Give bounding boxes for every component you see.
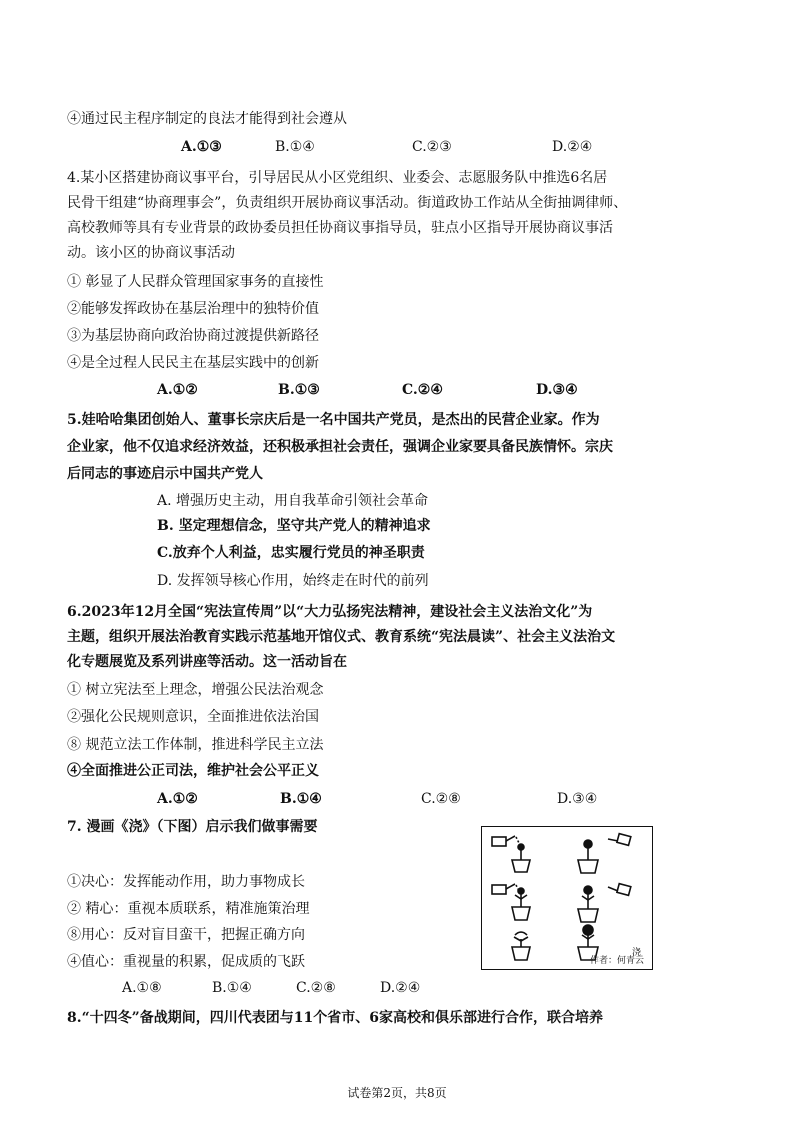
q4-item-1: ① 彰显了人民群众管理国家事务的直接性 xyxy=(67,274,324,290)
q6-option-c: C.②⑧ xyxy=(421,791,461,807)
q4-option-c: C.②④ xyxy=(402,382,443,398)
q3-option-b: B.①④ xyxy=(275,139,315,155)
cartoon-illustration xyxy=(482,827,652,969)
q7-option-d: D.②④ xyxy=(380,980,421,996)
q6-option-a: A.①② xyxy=(157,791,198,807)
watering-can-icon xyxy=(617,834,631,846)
q5-option-b: B. 坚定理想信念，坚守共产党人的精神追求 xyxy=(157,518,431,534)
q6-option-d: D.③④ xyxy=(557,791,598,807)
q6-stem-line: 化专题展览及系列讲座等活动。这一活动旨在 xyxy=(67,654,347,670)
q7-item-2: ② 精心：重视本质联系，精准施策治理 xyxy=(67,901,310,917)
q4-stem-line: 4.某小区搭建协商议事平台，引导居民从小区党组织、业委会、志愿服务队中推选6名居 xyxy=(67,170,608,186)
q7-option-a: A.①⑧ xyxy=(122,980,162,996)
q4-item-2: ②能够发挥政协在基层治理中的独特价值 xyxy=(67,301,319,317)
flower-pot-icon xyxy=(512,907,530,920)
q5-stem-line: 企业家，他不仅追求经济效益，还积极承担社会责任，强调企业家要具备民族情怀。宗庆 xyxy=(67,439,613,455)
q6-item-1: ① 树立宪法至上理念，增强公民法治观念 xyxy=(67,682,324,698)
q4-stem-line: 民骨干组建“协商理事会”，负责组织开展协商议事活动。街道政协工作站从全街抽调律师、 xyxy=(67,195,628,211)
flower-pot-icon xyxy=(578,909,598,922)
q5-option-c: C.放弃个人利益，忠实履行党员的神圣职责 xyxy=(157,545,425,561)
q5-stem-line: 后同志的事迹启示中国共产党人 xyxy=(67,466,263,482)
cartoon-signature: 作者：何青云 xyxy=(589,956,644,966)
q4-item-3: ③为基层协商向政治协商过渡提供新路径 xyxy=(67,328,319,344)
q6-stem-line: 6.2023年12月全国“宪法宣传周”以“大力弘扬宪法精神，建设社会主义法治文化”为 xyxy=(67,604,593,620)
q4-stem-line: 高校教师等具有专业背景的政协委员担任协商议事指导员，驻点小区指导开展协商议事活 xyxy=(67,220,613,236)
q3-option-d: D.②④ xyxy=(552,139,593,155)
flower-pot-icon xyxy=(578,860,598,873)
watering-can-icon xyxy=(492,837,506,846)
q7-option-b: B.①④ xyxy=(212,980,252,996)
q7-stem: 7. 漫画《浇》（下图）启示我们做事需要 xyxy=(67,819,318,835)
q7-item-4: ④值心：重视量的积累，促成质的飞跃 xyxy=(67,954,305,970)
q7-item-1: ①决心：发挥能动作用，助力事物成长 xyxy=(67,874,305,890)
q6-stem-line: 主题，组织开展法治教育实践示范基地开馆仪式、教育系统“宪法晨读”、社会主义法治文 xyxy=(67,629,616,645)
q5-option-d: D. 发挥领导核心作用，始终走在时代的前列 xyxy=(157,573,429,589)
watering-can-icon xyxy=(492,885,506,894)
q6-item-4: ④全面推进公正司法，维护社会公平正义 xyxy=(67,763,319,779)
q4-item-4: ④是全过程人民民主在基层实践中的创新 xyxy=(67,355,319,371)
q3-option-c: C.②③ xyxy=(412,139,452,155)
q6-item-3: ⑧ 规范立法工作体制，推进科学民主立法 xyxy=(67,737,324,753)
flower-pot-icon xyxy=(512,947,530,960)
q7-option-c: C.②⑧ xyxy=(296,980,336,996)
q4-option-d: D.③④ xyxy=(536,382,578,398)
q3-option-a: A.①③ xyxy=(181,139,222,155)
q7-item-3: ⑧用心：反对盲目蛮干，把握正确方向 xyxy=(67,927,305,943)
q6-option-b: B.①④ xyxy=(280,791,322,807)
q5-option-a: A. 增强历史主动，用自我革命引领社会革命 xyxy=(157,493,429,509)
q4-stem-line: 动。该小区的协商议事活动 xyxy=(67,245,235,261)
q6-item-2: ②强化公民规则意识，全面推进依法治国 xyxy=(67,709,319,725)
cartoon-watering-figure xyxy=(481,826,653,970)
watering-can-icon xyxy=(617,884,631,896)
q4-option-b: B.①③ xyxy=(278,382,320,398)
q3-item-4: ④通过民主程序制定的良法才能得到社会遵从 xyxy=(67,111,347,127)
q8-stem-line: 8.“十四冬”备战期间，四川代表团与11个省市、6家高校和俱乐部进行合作，联合培养 xyxy=(67,1010,603,1026)
cartoon-stamp: 浇 xyxy=(632,948,642,958)
flower-pot-icon xyxy=(512,860,530,872)
q5-stem-line: 5.娃哈哈集团创始人、董事长宗庆后是一名中国共产党员，是杰出的民营企业家。作为 xyxy=(67,412,600,428)
q4-option-a: A.①② xyxy=(157,382,198,398)
page-footer: 试卷第2页，共8页 xyxy=(347,1086,447,1100)
